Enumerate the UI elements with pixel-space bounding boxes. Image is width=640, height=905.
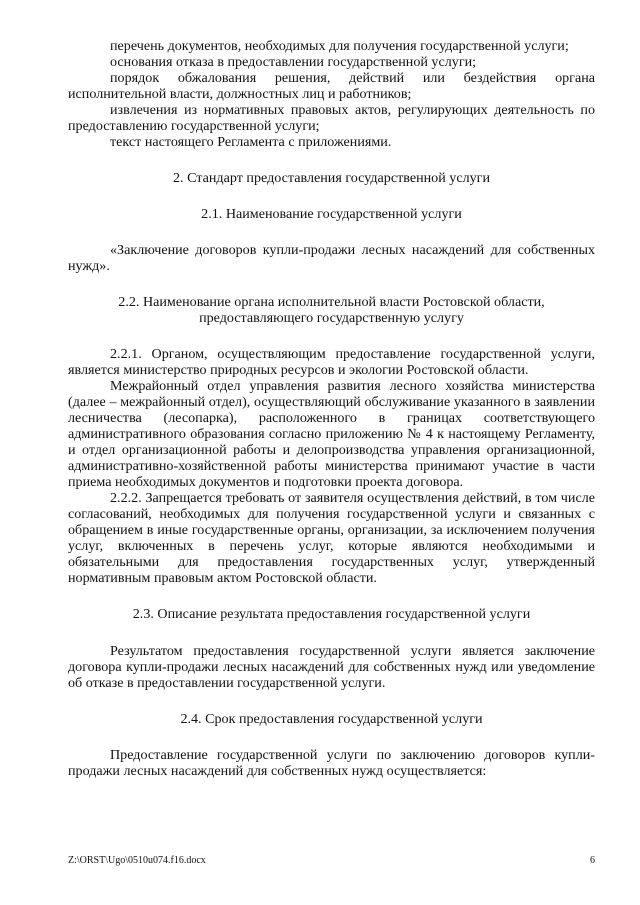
section-heading-2: 2. Стандарт предоставления государственной услуги [173, 170, 490, 186]
section-heading-2-3: 2.3. Описание результата предоставления государственной услуги [132, 606, 531, 622]
result-paragraph: Результатом предоставления государственной услуги является заключение договора купли-продажи лесных насаждений для собственных нужд или уведомление об отказе в предоставлении государственной услуги. [68, 643, 595, 691]
section-heading-2-4: 2.4. Срок предоставления государственной услуги [180, 711, 483, 727]
service-name-paragraph: «Заключение договоров купли-продажи лесных насаждений для собственных нужд». [68, 242, 595, 274]
paragraph-2-2-2: 2.2.2. Запрещается требовать от заявителя осуществления действий, в том числе согласований, необходимых для получения государственной услуги и связанных с обращением в иные государственные органы, организации, за исключением получения услуг, включенных в перечень услуг, которые являются необходимыми и обязательными для предоставления государственных услуг, утвержденный нормативным правовым актом Ростовской области. [68, 490, 595, 586]
document-page [68, 38, 595, 779]
file-path: Z:\ORST\Ugo\0510u074.f16.docx [68, 855, 206, 866]
paragraph-interdistrict-department: Межрайонный отдел управления развития лесного хозяйства министерства (далее – межрайонный отдел), осуществляющий обслуживание указанного в заявлении лесничества (лесопарка), расположенного в границах соответствующего административного образования согласно приложению № 4 к настоящему Регламенту, и отдел организационной работы и делопроизводства управления организационной, административно-хозяйственной работы министерства принимают участие в части приема необходимых документов и подготовки проекта договора. [68, 378, 595, 490]
section-heading-2-2-line2: предоставляющего государственную услугу [199, 310, 464, 326]
list-item: текст настоящего Регламента с приложениями. [110, 134, 392, 150]
paragraph-2-2-1: 2.2.1. Органом, осуществляющим предоставление государственной услуги, является министерство природных ресурсов и экологии Ростовской области. [68, 346, 595, 378]
section-heading-2-2-line1: 2.2. Наименование органа исполнительной власти Ростовской области, [118, 294, 545, 310]
page-number: 6 [590, 855, 595, 866]
section-heading-2-1: 2.1. Наименование государственной услуги [201, 206, 462, 222]
term-paragraph: Предоставление государственной услуги по заключению договоров купли-продажи лесных насаждений для собственных нужд осуществляется: [68, 747, 595, 779]
list-item: извлечения из нормативных правовых актов, регулирующих деятельность по предоставлению государственной услуги; [68, 102, 595, 134]
list-item: перечень документов, необходимых для получения государственной услуги; [110, 38, 569, 54]
list-item: основания отказа в предоставлении государственной услуги; [110, 54, 477, 70]
list-item: порядок обжалования решения, действий или бездействия органа исполнительной власти, должностных лиц и работников; [68, 70, 595, 102]
